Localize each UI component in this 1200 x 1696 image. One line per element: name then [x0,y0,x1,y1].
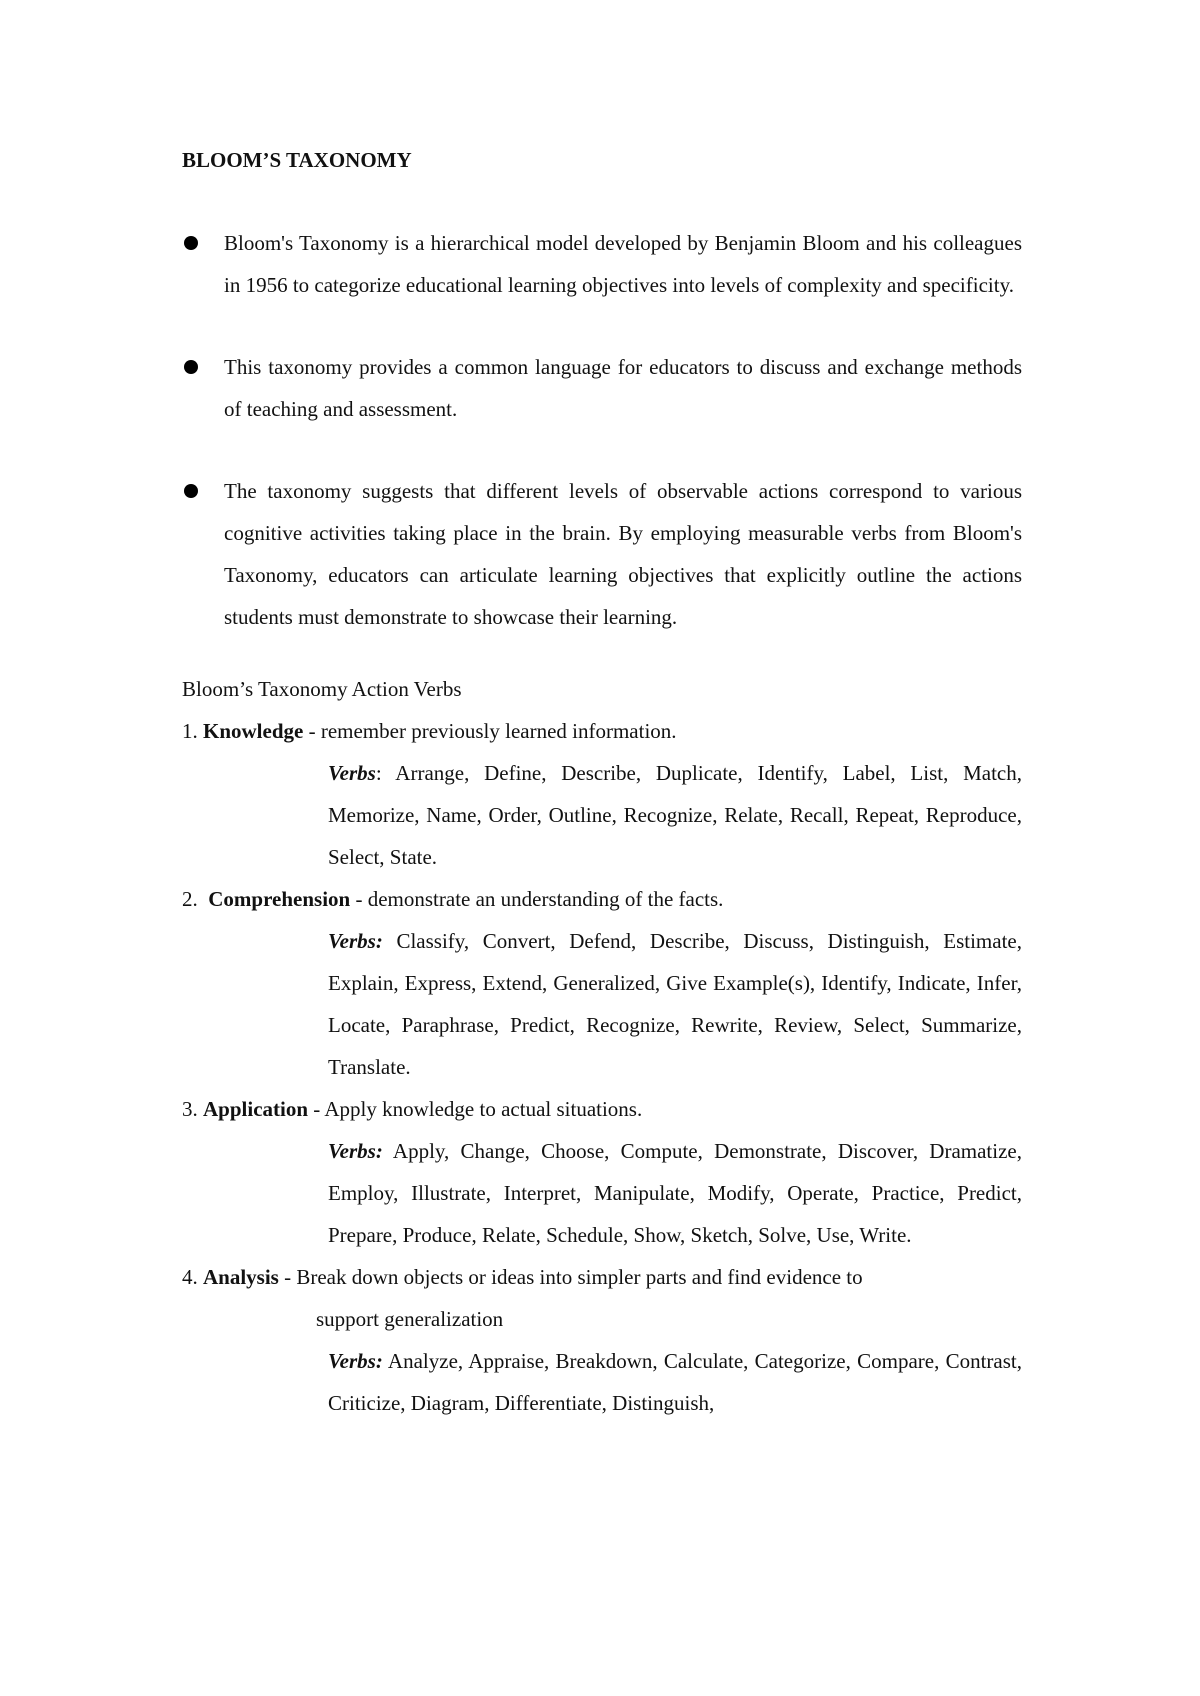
verbs-list: Analyze, Appraise, Breakdown, Calculate, Categorize, Compare, Contrast, Criticize, Diagram, Differentiate, Distinguish, [328,1349,1022,1415]
level-number: 3. [182,1097,198,1121]
bullet-dot-icon [184,484,198,498]
level-analysis-description-cont: support generalization [316,1307,504,1331]
level-number: 1. [182,719,198,743]
bullet-item [182,346,1022,430]
bullet-dot-icon [184,360,198,374]
level-description: - Break down objects or ideas into simpler parts and find evidence to [278,1265,863,1289]
level-description: - demonstrate an understanding of the facts. [350,887,724,911]
document-page [182,146,1022,1424]
verbs-list: Classify, Convert, Defend, Describe, Discuss, Distinguish, Estimate, Explain, Express, Extend, Generalized, Give Example(s), Identify, Indicate, Infer, Locate, Paraphrase, Predict, Recognize, Rewrite, Review, Select, Summarize, Translate. [328,929,1022,1079]
level-description: - remember previously learned information. [303,719,677,743]
verbs-label: Verbs: [328,929,383,953]
verbs-label: Verbs [328,761,376,785]
section-heading: Bloom’s Taxonomy Action Verbs [182,677,462,701]
level-name: Knowledge [203,719,304,743]
level-knowledge-verbs [328,752,1022,878]
bullet-item [182,470,1022,638]
level-analysis-verbs [328,1340,1022,1424]
level-knowledge [182,710,1022,752]
bullet-text: Bloom's Taxonomy is a hierarchical model developed by Benjamin Bloom and his colleagues in 1956 to categorize educational learning objectives into levels of complexity and specificity. [224,231,1022,297]
verbs-list: Arrange, Define, Describe, Duplicate, Identify, Label, List, Match, Memorize, Name, Order, Outline, Recognize, Relate, Recall, Repeat, Reproduce, Select, State. [328,761,1022,869]
document-title: BLOOM’S TAXONOMY [182,148,412,172]
level-analysis [182,1256,1022,1298]
level-name: Analysis [203,1265,279,1289]
level-application-verbs [328,1130,1022,1256]
bullet-text: The taxonomy suggests that different levels of observable actions correspond to various cognitive activities taking place in the brain. By employing measurable verbs from Bloom's Taxonomy, educators can articulate learning objectives that explicitly outline the actions students must demonstrate to showcase their learning. [224,479,1022,629]
intro-bullet-list [182,222,1022,638]
level-name: Application [203,1097,309,1121]
bullet-dot-icon [184,236,198,250]
level-comprehension-verbs [328,920,1022,1088]
level-number: 2. [182,887,198,911]
verbs-list: Apply, Change, Choose, Compute, Demonstrate, Discover, Dramatize, Employ, Illustrate, Interpret, Manipulate, Modify, Operate, Practice, Predict, Prepare, Produce, Relate, Schedule, Show, Sketch, Solve, Use, Write. [328,1139,1022,1247]
level-comprehension [182,878,1022,920]
verbs-label: Verbs: [328,1349,383,1373]
verbs-separator: : [375,761,382,785]
level-number: 4. [182,1265,198,1289]
level-description: - Apply knowledge to actual situations. [308,1097,643,1121]
bullet-text: This taxonomy provides a common language for educators to discuss and exchange methods of teaching and assessment. [224,355,1022,421]
bullet-item [182,222,1022,306]
level-name: Comprehension [208,887,351,911]
level-application [182,1088,1022,1130]
verbs-label: Verbs: [328,1139,383,1163]
